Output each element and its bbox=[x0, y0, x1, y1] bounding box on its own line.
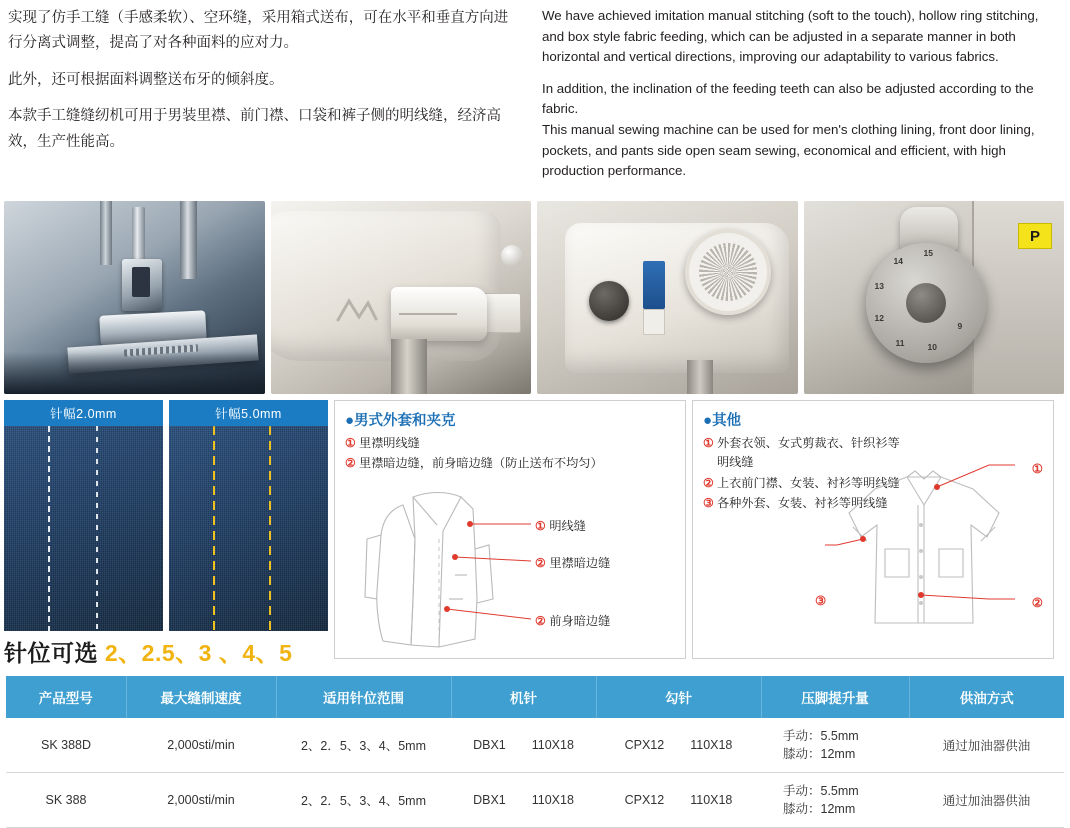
column-header-range: 适用针位范围 bbox=[276, 676, 451, 718]
needle-type: DBX1 bbox=[473, 738, 506, 752]
intro-cn-paragraph-3: 本款手工缝缝纫机可用于男装里襟、前门襟、口袋和裤子侧的明线缝，经济高效，生产性能高。 bbox=[8, 108, 501, 150]
stitch-width-samples bbox=[4, 400, 328, 668]
dial-number-14: 14 bbox=[893, 255, 903, 266]
dial-number-11: 11 bbox=[895, 337, 905, 348]
product-photo-strip bbox=[0, 193, 1070, 394]
dial-number-9: 9 bbox=[957, 320, 963, 331]
machine-head-photo bbox=[537, 201, 798, 394]
cell-lift bbox=[761, 773, 909, 828]
dial-number-12: 12 bbox=[874, 312, 884, 323]
specification-table-wrap bbox=[0, 668, 1070, 828]
presser-foot-photo bbox=[4, 201, 265, 394]
presser-bar bbox=[180, 201, 197, 279]
callout-text: 前身暗边缝 bbox=[549, 613, 611, 628]
usage-panel-other-title bbox=[703, 409, 1043, 430]
table-body bbox=[6, 718, 1064, 828]
hook-size: 110X18 bbox=[690, 738, 733, 752]
arm-bolt bbox=[501, 245, 523, 267]
column-header-model: 产品型号 bbox=[6, 676, 126, 718]
table-row bbox=[6, 773, 1064, 828]
usage-panel-jacket-title bbox=[345, 409, 675, 430]
column-header-needle: 机针 bbox=[451, 676, 596, 718]
cell-range: 2、2．5、3、4、5mm bbox=[276, 773, 451, 828]
item-text: 里襟明线缝 bbox=[358, 435, 420, 450]
dial-hub bbox=[906, 283, 946, 323]
intro-en-paragraph-2: In addition, the inclination of the feeding teeth can also be adjusted according to the fabric. bbox=[542, 80, 1034, 117]
jacket-callout-3 bbox=[535, 612, 610, 629]
intro-chinese-column bbox=[8, 6, 520, 193]
shirt-diagram bbox=[819, 453, 1049, 653]
lift-knee: 膝动：12mm bbox=[783, 747, 856, 761]
stitch-line-yellow-b bbox=[269, 426, 271, 631]
intro-en-paragraph-3: This manual sewing machine can be used for men's clothing lining, front door lining, pockets, and pants side open seam sewing, economical and efficient, with high production performance. bbox=[542, 122, 1035, 179]
shirt-callout-2: ② bbox=[1031, 595, 1043, 610]
denim-fabric-2mm bbox=[4, 426, 163, 631]
needle-clamp-slot bbox=[132, 267, 150, 297]
cell-hook bbox=[596, 718, 761, 773]
hook-size: 110X18 bbox=[690, 793, 733, 808]
stitch-line-yellow-a bbox=[213, 426, 215, 631]
zigzag-logo-icon bbox=[335, 297, 379, 323]
callout-text: 明线缝 bbox=[549, 518, 586, 533]
stitch-length-dial[interactable] bbox=[866, 243, 986, 363]
denim-header-5mm: 针幅5.0mm bbox=[169, 400, 328, 426]
cell-needle bbox=[451, 773, 596, 828]
item-number: ③ bbox=[703, 496, 714, 511]
item-number: ② bbox=[345, 456, 356, 471]
dial-number-13: 13 bbox=[874, 280, 884, 291]
intro-en-paragraph-1: We have achieved imitation manual stitching (soft to the touch), hollow ring stitching, and box style fabric feeding, which can be adjusted in a separate manner in both horizontal and vertical directions, improving our adaptability to various fabrics. bbox=[542, 8, 1039, 65]
jacket-callout-2 bbox=[535, 554, 610, 571]
callout-number: ② bbox=[535, 613, 546, 628]
bullet-dot-icon: ● bbox=[345, 411, 355, 429]
jacket-diagram bbox=[343, 479, 679, 655]
jacket-callout-1 bbox=[535, 517, 586, 534]
tension-dial bbox=[589, 281, 629, 321]
cell-model: SK 388D bbox=[6, 718, 126, 773]
stitch-length-dial-wrap bbox=[866, 243, 986, 363]
hand-wheel bbox=[685, 229, 771, 315]
cell-lift bbox=[761, 718, 909, 773]
column-header-speed: 最大缝制速度 bbox=[126, 676, 276, 718]
usage-panel-jacket-list bbox=[345, 434, 675, 474]
cell-speed: 2,000sti/min bbox=[126, 718, 276, 773]
intro-text-row bbox=[0, 0, 1070, 193]
item-number: ① bbox=[345, 435, 356, 450]
cell-range: 2、2．5、3、4、5mm bbox=[276, 718, 451, 773]
needle-position-values: 2、2.5、3 、4、5 bbox=[104, 639, 293, 666]
bullet-dot-icon: ● bbox=[703, 411, 713, 429]
usage-panel-jacket bbox=[334, 400, 686, 659]
stitch-line-white-a bbox=[48, 426, 50, 631]
cell-speed: 2,000sti/min bbox=[126, 773, 276, 828]
shirt-callout-3: ③ bbox=[815, 593, 827, 608]
item-text: 外套衣领、女式剪裁衣、针织衫等明线缝 bbox=[716, 435, 900, 470]
specification-table bbox=[6, 676, 1064, 828]
denim-fabric-5mm bbox=[169, 426, 328, 631]
dial-number-15: 15 bbox=[923, 247, 933, 258]
column-header-lift: 压脚提升量 bbox=[761, 676, 909, 718]
list-item bbox=[345, 434, 675, 454]
stitch-samples-and-usage bbox=[0, 394, 1070, 668]
machine-post bbox=[687, 360, 713, 394]
table-header bbox=[6, 676, 1064, 718]
warning-label-badge: P bbox=[1018, 223, 1052, 249]
stitch-dial-photo bbox=[804, 201, 1065, 394]
lift-manual: 手动：5.5mm bbox=[783, 784, 859, 799]
denim-sample-2mm bbox=[4, 400, 163, 631]
shirt-callout-1: ① bbox=[1031, 461, 1043, 476]
machine-arm-photo bbox=[271, 201, 532, 394]
cell-hook bbox=[596, 773, 761, 828]
jacket-title-text: 男式外套和夹克 bbox=[354, 412, 456, 429]
callout-number: ① bbox=[535, 518, 546, 533]
column-header-oil: 供油方式 bbox=[909, 676, 1064, 718]
needle-position-caption bbox=[4, 635, 328, 668]
denim-sample-pair bbox=[4, 400, 328, 631]
stitch-line-white-b bbox=[96, 426, 98, 631]
item-number: ② bbox=[703, 475, 714, 490]
callout-number: ② bbox=[535, 555, 546, 570]
dial-number-10: 10 bbox=[927, 341, 937, 352]
photo-shadow bbox=[4, 352, 265, 394]
blue-label-strip bbox=[643, 261, 665, 309]
table-row bbox=[6, 718, 1064, 773]
needle-position-prefix: 针位可选 bbox=[4, 639, 98, 666]
cell-needle bbox=[451, 718, 596, 773]
list-item bbox=[345, 454, 675, 474]
needle-size: 110X18 bbox=[531, 793, 574, 808]
needle-size: 110X18 bbox=[531, 738, 574, 752]
lift-manual: 手动：5.5mm bbox=[783, 728, 859, 743]
white-label-strip bbox=[643, 309, 665, 335]
usage-panel-other bbox=[692, 400, 1054, 659]
column-header-hook: 勾针 bbox=[596, 676, 761, 718]
denim-header-2mm: 针幅2.0mm bbox=[4, 400, 163, 426]
intro-english-column bbox=[542, 6, 1062, 193]
cell-oil: 通过加油器供油 bbox=[909, 718, 1064, 773]
lift-knee: 膝动：12mm bbox=[783, 802, 856, 817]
item-number: ① bbox=[703, 435, 714, 450]
item-text: 里襟暗边缝，前身暗边缝（防止送布不均匀） bbox=[358, 456, 603, 471]
item-text: 上衣前门襟、女装、衬衫等明线缝 bbox=[716, 475, 900, 490]
table-header-row bbox=[6, 676, 1064, 718]
lever-seam-line bbox=[399, 313, 457, 315]
hook-type: CPX12 bbox=[624, 793, 665, 808]
needle-bar-secondary bbox=[100, 201, 112, 265]
item-text: 各种外套、女装、衬衫等明线缝 bbox=[716, 496, 888, 511]
needle-type: DBX1 bbox=[473, 793, 506, 808]
other-title-text: 其他 bbox=[712, 412, 742, 429]
cell-model: SK 388 bbox=[6, 773, 126, 828]
intro-cn-paragraph-2: 此外，还可根据面料调整送布牙的倾斜度。 bbox=[8, 71, 284, 88]
hook-type: CPX12 bbox=[624, 738, 665, 752]
intro-cn-paragraph-1: 实现了仿手工缝（手感柔软）、空环缝，采用箱式送布，可在水平和垂直方向进行分离式调整，提高了对各种面料的应对力。 bbox=[8, 10, 509, 52]
needle-bar-housing bbox=[391, 339, 427, 394]
denim-sample-5mm bbox=[169, 400, 328, 631]
cell-oil: 通过加油器供油 bbox=[909, 773, 1064, 828]
callout-text: 里襟暗边缝 bbox=[549, 555, 611, 570]
